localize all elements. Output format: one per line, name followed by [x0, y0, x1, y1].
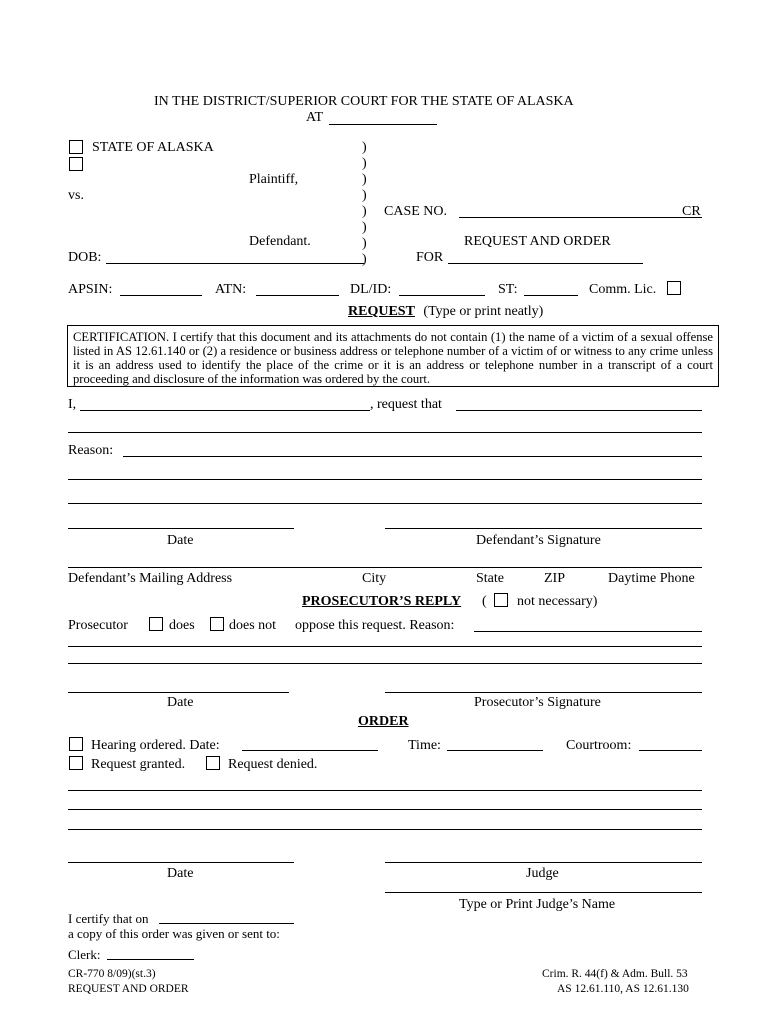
- request-denied-label: Request denied.: [228, 757, 318, 772]
- reason-field[interactable]: [123, 456, 702, 457]
- plaintiff-other-checkbox[interactable]: [69, 157, 83, 171]
- clerk-field[interactable]: [107, 959, 194, 960]
- certification-text: CERTIFICATION. I certify that this document and its attachments do not contain (1) the name of a victim of a sexual offense listed in AS 12.61.140 or (2) a residence or business address or telephone number of a victim of or witness to any crime unless it is an address used to identify the place of the crime or it is an address or telephone number in a transcript of a court proceeding and disclosure of the information was ordered by the court.: [73, 330, 713, 386]
- request-granted-checkbox[interactable]: [69, 756, 83, 770]
- does-label: does: [169, 618, 195, 633]
- defendant-signature-field[interactable]: [385, 528, 702, 529]
- caption-paren: ): [362, 156, 367, 171]
- not-necessary-label: not necessary): [517, 594, 598, 609]
- mailing-address-field[interactable]: [68, 567, 702, 568]
- atn-field[interactable]: [256, 295, 339, 296]
- hearing-time-field[interactable]: [447, 750, 543, 751]
- defendant-date-field[interactable]: [68, 528, 294, 529]
- prosecutor-signature-label: Prosecutor’s Signature: [474, 695, 601, 710]
- mailing-address-label: Defendant’s Mailing Address: [68, 571, 233, 586]
- hearing-date-field[interactable]: [242, 750, 378, 751]
- time-label: Time:: [408, 738, 441, 753]
- atn-label: ATN:: [215, 282, 247, 297]
- zip-label: ZIP: [544, 571, 565, 586]
- form-number: CR-770 8/09)(st.3): [68, 968, 156, 980]
- reason-line[interactable]: [68, 479, 702, 480]
- caption-paren: ): [362, 220, 367, 235]
- city-label: City: [362, 571, 387, 586]
- order-date-label: Date: [167, 866, 194, 881]
- judge-label: Judge: [526, 866, 559, 881]
- case-suffix: CR: [682, 204, 701, 219]
- case-no-field[interactable]: [459, 217, 702, 218]
- rule-reference: Crim. R. 44(f) & Adm. Bull. 53: [542, 968, 688, 980]
- dob-field[interactable]: [106, 263, 364, 264]
- order-heading: ORDER: [358, 714, 409, 729]
- defendant-label: Defendant.: [249, 234, 311, 249]
- st-field[interactable]: [524, 295, 578, 296]
- certify-that-on-label: I certify that on: [68, 911, 149, 926]
- copy-given-label: a copy of this order was given or sent to:: [68, 926, 280, 941]
- dlid-field[interactable]: [399, 295, 485, 296]
- request-denied-checkbox[interactable]: [206, 756, 220, 770]
- i-label: I,: [68, 397, 77, 412]
- for-field[interactable]: [448, 263, 643, 264]
- caption-paren: ): [362, 172, 367, 187]
- defendant-signature-label: Defendant’s Signature: [476, 533, 601, 548]
- oppose-label: oppose this request. Reason:: [295, 618, 455, 633]
- caption-paren: ): [362, 236, 367, 251]
- prosecutor-date-label: Date: [167, 695, 194, 710]
- caption-paren: ): [362, 204, 367, 219]
- daytime-phone-label: Daytime Phone: [608, 571, 695, 586]
- caption-paren: ): [362, 252, 367, 267]
- case-no-label: CASE NO.: [384, 204, 448, 219]
- request-heading: [348, 304, 543, 320]
- plaintiff-label: Plaintiff,: [249, 172, 299, 187]
- request-heading-text: REQUEST: [348, 304, 415, 319]
- hearing-ordered-label: Hearing ordered. Date:: [91, 738, 220, 753]
- defendant-date-label: Date: [167, 533, 194, 548]
- vs-label: vs.: [68, 188, 84, 203]
- does-not-label: does not: [229, 618, 277, 633]
- reason-label: Reason:: [68, 443, 114, 458]
- apsin-field[interactable]: [120, 295, 202, 296]
- prosecutor-reply-heading: PROSECUTOR’S REPLY: [302, 594, 462, 609]
- prosecutor-label: Prosecutor: [68, 618, 128, 633]
- court-title: IN THE DISTRICT/SUPERIOR COURT FOR THE STATE OF ALASKA: [154, 94, 574, 109]
- document-title: REQUEST AND ORDER: [464, 234, 611, 249]
- courtroom-field[interactable]: [639, 750, 702, 751]
- judge-name-field[interactable]: [385, 892, 702, 893]
- order-line[interactable]: [68, 790, 702, 791]
- plaintiff-name: STATE OF ALASKA: [92, 140, 214, 155]
- prosecutor-reason-line[interactable]: [68, 663, 702, 664]
- comm-lic-label: Comm. Lic.: [589, 282, 657, 297]
- not-necessary-checkbox[interactable]: [494, 593, 508, 607]
- courtroom-label: Courtroom:: [566, 738, 632, 753]
- order-line[interactable]: [68, 809, 702, 810]
- does-checkbox[interactable]: [149, 617, 163, 631]
- at-label: AT: [306, 110, 324, 125]
- judge-signature-field[interactable]: [385, 862, 702, 863]
- request-heading-note: (Type or print neatly): [423, 304, 544, 319]
- st-label: ST:: [498, 282, 518, 297]
- for-label: FOR: [416, 250, 444, 265]
- apsin-label: APSIN:: [68, 282, 113, 297]
- state-of-alaska-checkbox[interactable]: [69, 140, 83, 154]
- state-label: State: [476, 571, 504, 586]
- prosecutor-signature-field[interactable]: [385, 692, 702, 693]
- judge-name-label: Type or Print Judge’s Name: [459, 897, 616, 912]
- order-line[interactable]: [68, 829, 702, 830]
- comm-lic-checkbox[interactable]: [667, 281, 681, 295]
- form-title: REQUEST AND ORDER: [68, 983, 189, 995]
- hearing-ordered-checkbox[interactable]: [69, 737, 83, 751]
- caption-paren: ): [362, 188, 367, 203]
- prosecutor-date-field[interactable]: [68, 692, 289, 693]
- dlid-label: DL/ID:: [350, 282, 392, 297]
- prosecutor-reason-field[interactable]: [474, 631, 702, 632]
- statute-reference: AS 12.61.110, AS 12.61.130: [557, 983, 689, 995]
- request-that-label: , request that: [370, 397, 442, 412]
- does-not-checkbox[interactable]: [210, 617, 224, 631]
- clerk-label: Clerk:: [68, 947, 101, 962]
- dob-label: DOB:: [68, 250, 102, 265]
- prosecutor-open-paren: (: [482, 594, 487, 609]
- order-date-field[interactable]: [68, 862, 294, 863]
- request-that-field[interactable]: [456, 410, 702, 411]
- location-field[interactable]: [329, 124, 437, 125]
- request-granted-label: Request granted.: [91, 757, 186, 772]
- requester-name-field[interactable]: [80, 410, 370, 411]
- prosecutor-reason-line[interactable]: [68, 646, 702, 647]
- caption-paren: ): [362, 140, 367, 155]
- reason-line[interactable]: [68, 503, 702, 504]
- certify-date-field[interactable]: [159, 923, 294, 924]
- request-line[interactable]: [68, 432, 702, 433]
